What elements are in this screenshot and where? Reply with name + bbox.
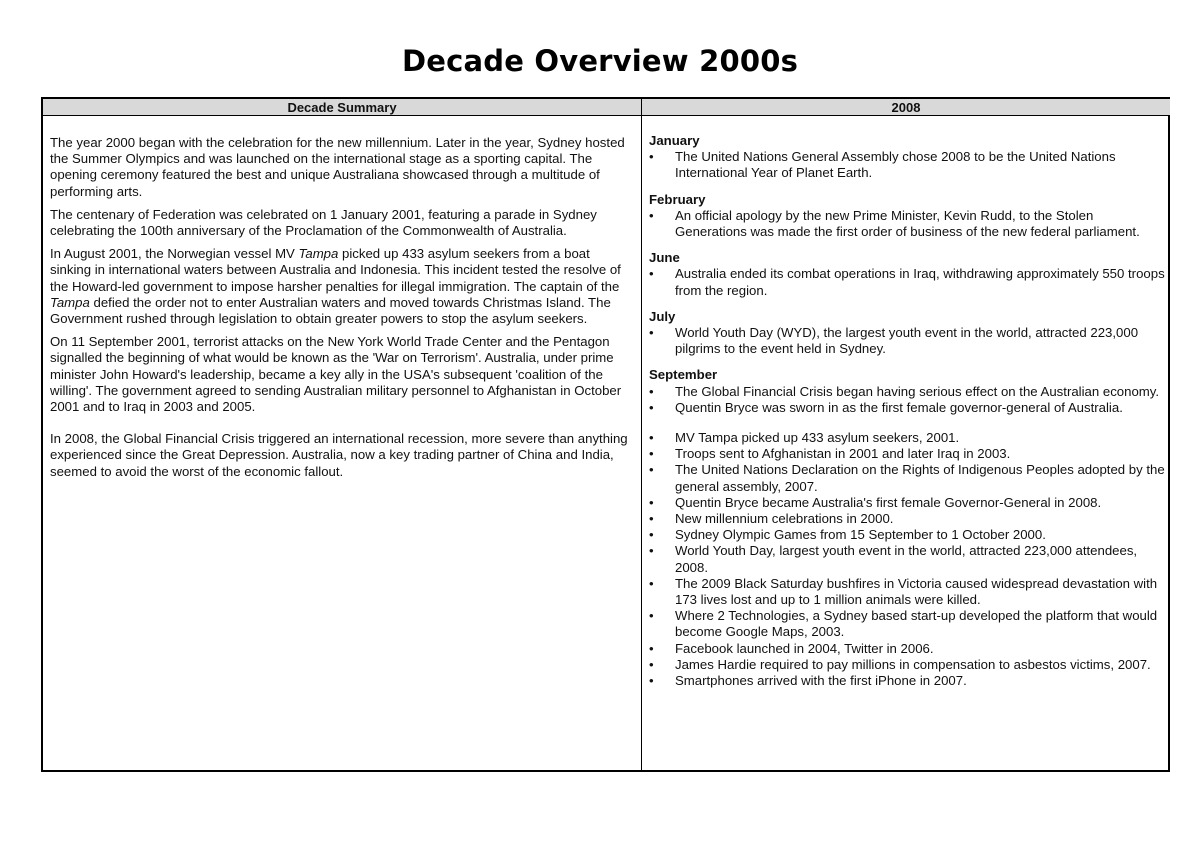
month-heading: February bbox=[649, 191, 706, 207]
fact-list-item bbox=[649, 576, 1167, 608]
bullet-icon: • bbox=[649, 266, 654, 282]
bullet-icon: • bbox=[649, 656, 654, 672]
list-item-text: Sydney Olympic Games from 15 September to 1 October 2000. bbox=[675, 527, 1046, 543]
bullet-icon: • bbox=[649, 149, 654, 165]
month-event-list bbox=[649, 384, 1167, 416]
month-heading: September bbox=[649, 367, 718, 383]
event-list-item bbox=[649, 149, 1167, 181]
fact-list-item bbox=[649, 511, 1167, 527]
month-list bbox=[649, 133, 1167, 416]
bullet-icon: • bbox=[649, 575, 654, 591]
month-section-september bbox=[649, 367, 1167, 416]
summary-paragraph-federation: The centenary of Federation was celebrated on 1 January 2001, featuring a parade in Sydney celebrating the 100th anniversary of the Proclamation of the Commonwealth of Australia. bbox=[50, 206, 597, 239]
list-item-text: An official apology by the new Prime Minister, Kevin Rudd, to the Stolen Generations was made the first order of business of the new federal parliament. bbox=[675, 207, 1140, 240]
list-item-text: MV Tampa picked up 433 asylum seekers, 2001. bbox=[675, 430, 960, 446]
month-heading: June bbox=[649, 250, 680, 266]
bullet-icon: • bbox=[649, 446, 654, 462]
fact-list-item bbox=[649, 608, 1167, 640]
list-item-text: Where 2 Technologies, a Sydney based start-up developed the platform that would become Google Maps, 2003. bbox=[675, 608, 1158, 640]
event-list-item bbox=[649, 266, 1167, 298]
event-list-item bbox=[649, 208, 1167, 240]
bullet-icon: • bbox=[649, 462, 654, 478]
bullet-icon: • bbox=[649, 430, 654, 446]
fact-list-item bbox=[649, 673, 1167, 689]
decade-summary-header: Decade Summary bbox=[43, 99, 641, 116]
month-event-list bbox=[649, 149, 1167, 181]
list-item-text: Smartphones arrived with the first iPhone in 2007. bbox=[675, 673, 967, 689]
bullet-icon: • bbox=[649, 527, 654, 543]
year-2008-header: 2008 bbox=[642, 99, 1170, 116]
list-item-text: Troops sent to Afghanistan in 2001 and later Iraq in 2003. bbox=[675, 446, 1011, 462]
bullet-icon: • bbox=[649, 543, 654, 559]
list-item-text: Quentin Bryce was sworn in as the first female governor-general of Australia. bbox=[675, 399, 1123, 415]
list-item-text: Quentin Bryce became Australia's first female Governor-General in 2008. bbox=[675, 494, 1102, 510]
fact-list-item bbox=[649, 527, 1167, 543]
year-2008-column bbox=[649, 133, 1167, 699]
month-event-list bbox=[649, 266, 1167, 298]
bullet-icon: • bbox=[649, 494, 654, 510]
list-item-text: James Hardie required to pay millions in compensation to asbestos victims, 2007. bbox=[675, 656, 1151, 672]
list-item-text: World Youth Day (WYD), the largest youth event in the world, attracted 223,000 pilgrims to the event held in Sydney. bbox=[675, 325, 1139, 357]
bullet-icon: • bbox=[649, 640, 654, 656]
list-item-text: The Global Financial Crisis began having serious effect on the Australian economy. bbox=[675, 383, 1160, 399]
list-item-text: World Youth Day, largest youth event in the world, attracted 223,000 attendees, 2008. bbox=[675, 543, 1138, 575]
fact-list-item bbox=[649, 543, 1167, 575]
month-section-june bbox=[649, 250, 1167, 299]
decade-summary-column bbox=[50, 135, 634, 487]
bullet-icon: • bbox=[649, 608, 654, 624]
list-item-text: New millennium celebrations in 2000. bbox=[675, 511, 894, 527]
month-section-february bbox=[649, 192, 1167, 241]
list-item-text: Facebook launched in 2004, Twitter in 2006. bbox=[675, 640, 934, 656]
page-title: Decade Overview 2000s bbox=[401, 44, 799, 78]
fact-list-item bbox=[649, 462, 1167, 494]
month-event-list bbox=[649, 208, 1167, 240]
bullet-icon: • bbox=[649, 511, 654, 527]
bullet-icon: • bbox=[649, 673, 654, 689]
bullet-icon: • bbox=[649, 383, 654, 399]
bullet-icon: • bbox=[649, 207, 654, 223]
month-section-january bbox=[649, 133, 1167, 182]
overview-table bbox=[41, 97, 1170, 772]
event-list-item bbox=[649, 400, 1167, 416]
summary-paragraph-tampa: In August 2001, the Norwegian vessel MV Tampa picked up 433 asylum seekers from a boat sinking in international waters between Australia and Indonesia. This incident tested the resolve of the Howard-led government to impose harsher penalties for illegal immigration. The captain of the Tampa defied the order not to enter Australian waters and moved towards Christmas Island. The Government rushed through legislation to obtain greater powers to stop the asylum seekers. bbox=[50, 246, 621, 327]
list-item-text: Australia ended its combat operations in Iraq, withdrawing approximately 550 troops from the region. bbox=[675, 266, 1165, 298]
summary-paragraph-september-11: On 11 September 2001, terrorist attacks on the New York World Trade Center and the Pentagon signalled the beginning of what would be known as the 'War on Terrorism'. Australia, under prime minister John Howard's leadership, became a key ally in the USA's subsequent 'coalition of the willing'. The government agreed to sending Australian military personnel to Afghanistan in October 2001 and to Iraq in 2003 and 2005. bbox=[50, 334, 622, 415]
month-section-july bbox=[649, 309, 1167, 358]
month-event-list bbox=[649, 325, 1167, 357]
event-list-item bbox=[649, 384, 1167, 400]
fact-list-item bbox=[649, 657, 1167, 673]
month-heading: January bbox=[649, 133, 700, 148]
event-list-item bbox=[649, 325, 1167, 357]
list-item-text: The United Nations General Assembly chose 2008 to be the United Nations International Year of Planet Earth. bbox=[675, 149, 1116, 181]
list-item-text: The United Nations Declaration on the Rights of Indigenous Peoples adopted by the general assembly, 2007. bbox=[675, 462, 1165, 494]
fact-list-item bbox=[649, 495, 1167, 511]
fact-list-item bbox=[649, 430, 1167, 446]
bullet-icon: • bbox=[649, 399, 654, 415]
list-item-text: The 2009 Black Saturday bushfires in Victoria caused widespread devastation with 173 lives lost and up to 1 million animals were killed. bbox=[675, 575, 1158, 608]
summary-paragraph-gfc: In 2008, the Global Financial Crisis triggered an international recession, more severe than anything experienced since the Great Depression. Australia, now a key trading partner of China and India, seemed to avoid the worst of the economic fallout. bbox=[50, 431, 628, 479]
bullet-icon: • bbox=[649, 325, 654, 341]
decade-facts-list bbox=[649, 430, 1167, 689]
month-heading: July bbox=[649, 308, 676, 324]
column-divider bbox=[641, 99, 642, 770]
fact-list-item bbox=[649, 641, 1167, 657]
summary-paragraph-millennium: The year 2000 began with the celebration for the new millennium. Later in the year, Sydney hosted the Summer Olympics and was launched on the international stage as a sporting capital. The opening ceremony featured the best and unique Australiana showcased through a multitude of performing arts. bbox=[50, 135, 625, 199]
fact-list-item bbox=[649, 446, 1167, 462]
